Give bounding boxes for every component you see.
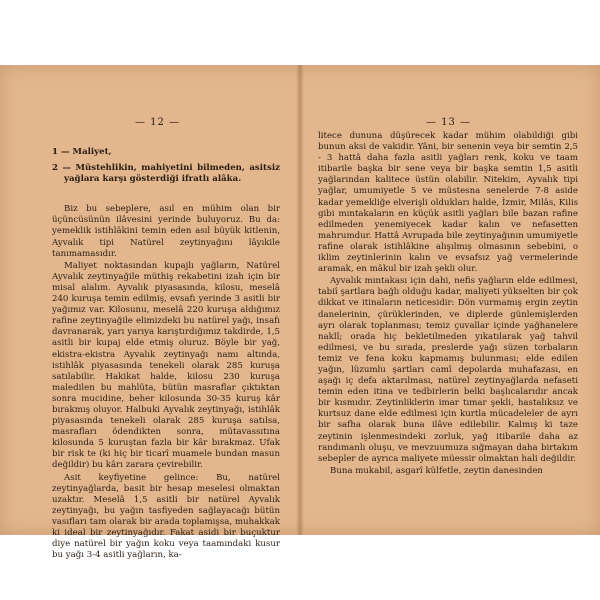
book-gutter [296,65,304,535]
list-item-consumer-interest: 2 — Müstehlikin, mahiyetini bilmeden, asitsiz yağlara karşı gösterdiği ifratlı alâka. [52,163,280,185]
paragraph: Ayvalık mıntakası için dahi, nefis yağların elde edilmesi, tabiî şartlara bağlı olduğu kadar, maliyeti yükselten bir çok dikkat ve itinaların neticesidir: Dön vurmamış ergin zeytin danelerinin, çürüklerinden, ve diplerde günlemişlerden ayrı olarak toplanması; temiz çuvallar içinde yağhanelere naklî; orada hiç bekletilmeden yıkatılarak yağ tahvil edilmesi, ve bu sırada, preslerde yağı süzen torbaların temiz ve fena koku kapmamış bulunması; elde edilen yağın, lüzumlu şartları camî depolarda muhafazası, en aşağı iç defa aktarılması, natürel zeytinyağlarda nefaseti temin eden itina ve tedbirlerin belki başlıcalarıdır ancak bir kısmıdır. Zeytinliklerin imar tımar şekli, hastalıksız ve kurtsuz dane elde edilmesi için kurtla mücadeleler de ayrı bir safha olarak buna ilâve edilebilir. Kalmış ki taze zeytinin işlenmesindeki zorluk, yağ itibarile daha az randımanlı oluşu, ve mevzuumuza sığmayan daha birtakım sebepler de ayrıca maliyete müessir olmaktan hali değildir. [318,276,578,464]
right-page [304,65,600,535]
paragraph: Maliyet noktasından kupajlı yağların, Natürel Ayvalık zeytinyağile müthiş rekabetini izah için bir misal alalım. Ayvalık piyasasında, kilosu, meselâ 240 kuruşa temin edilmiş, evsafı yerinde 3 asitli bir yağımız var. Kilosunu, meselâ 220 kuruşa aldığımız rafine zeytinyağile elimizdeki bu natürel yağı, insafı davranarak, yarı yarıya karıştırdığımız takdirde, 1,5 asitli bir kupaj elde etmiş oluruz. Böyle bir yağ, ekistra-ekistra Ayvalık zeytinyağı namı altında, istihlâk piyasasında tenekeli olarak 285 kuruşa satılabilir. Hakikat halde, kilosu 230 kuruşa maledilen bu mahlûta, bütün masraflar çıktıktan sonra mucidine, beher kilosunda 30-35 kuruş kâr bırakmış oluyor. Halbuki Ayvalık zeytinyağı, istihlâk piyasasında tenekeli olarak 285 kuruşa satılsa, masrafları ödendikten sonra, mütavassıtına kilosunda 5 kuruştan fazla bir kâr bırakmaz. Ufak bir risk te (ki hiç bir ticarî muamele bundan masun değildir) bu kârı zarara çevirebilir. [52,260,280,471]
paragraph: Asit keyfiyetine gelince: Bu, natürel zeytinyağlarda, basit bir hesap meselesi olmaktan uzaktır. Meselâ 1,5 asitli bir natürel Ayvalık zeytinyağı, bu yağın tasfiyeden sağlayacağı bütün vasıfları tam olarak bir arada toplamışsa, muhakkak ki ideal bir zeytinyağıdır. Fakat asidi bir buçuktur diye natürel bir yağın koku veya taamındaki kusur bu yağı 3-4 asitli yağların, ka- [52,472,280,561]
section-spacer [52,190,280,204]
right-page-body [318,131,578,477]
list-item-cost: 1 — Maliyet, [52,147,112,157]
paragraph: Buna mukabil, asgarî külfetle, zeytin danesinden [330,465,543,476]
page-number-left: — 12 — [135,117,181,128]
paragraph: litece dununa düşürecek kadar mühim olabildiği gibi bunun aksi de vakidir. Yâni, bir senenin veya bir semtin 2,5 - 3 hattâ daha fazla asitli yağları renk, koku ve taam itibarile başka bir sene veya bir başka semtin 1,5 asitli yağlarından kalitece üstün olabilir. Nitekim, Ayvalık tipi yağlar, umumiyetle 5 ve müstesna senelerde 7-8 aside kadar yemekliğe elverişli oldukları halde, İzmir, Milâs, Kilis gibi mıntakaların en küçük asitli yağları bile bazan rafine edilmeden yenemiyecek kadar kalın ve nefasetten mahrumdur. Hattâ Avrupada bile zeytinyağının umumiyetle rafine olarak istihlâkine alışılmış olmasının sebebini, o iklim zeytinlerinin kalın ve evsafsız yağ vermelerinde aramak, en mâkul bir izah şekli olur. [318,131,578,275]
page-number-right: — 13 — [426,117,472,128]
open-booklet-spread [0,65,600,561]
paragraph: Biz bu sebeplere, asıl en mühim olan bir üçüncüsünün ilâvesini yerinde buluyoruz. Bu da: yemeklik istihlâkini temin eden asıl büyük kitlenin, Ayvalık tipi Natürel zeytinyağını lâyıkile tanımamasıdır. [52,204,280,259]
left-page-body [52,147,280,561]
left-page [0,65,296,561]
